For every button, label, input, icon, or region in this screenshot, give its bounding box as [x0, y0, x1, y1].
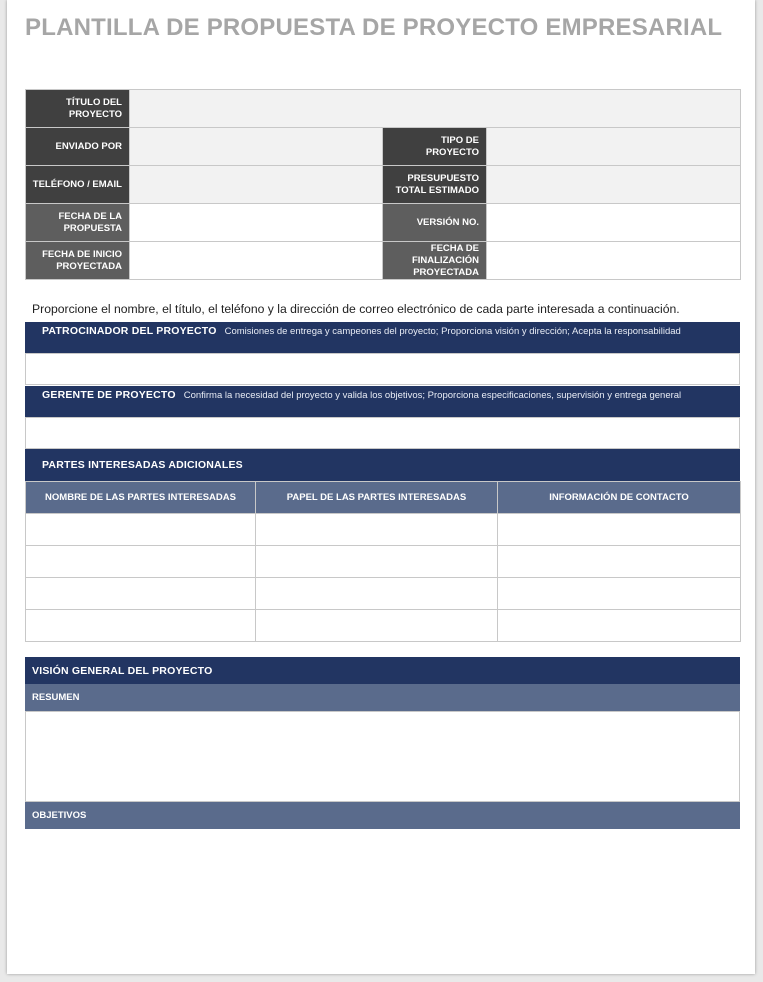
table-cell[interactable]: [26, 578, 256, 610]
manager-field[interactable]: [25, 417, 740, 449]
stakeholders-table: [25, 481, 741, 642]
version-field[interactable]: [487, 204, 741, 242]
objectives-header: [25, 802, 740, 829]
version-label: VERSIÓN NO.: [383, 204, 487, 242]
table-cell[interactable]: [256, 610, 498, 642]
column-header-role: PAPEL DE LAS PARTES INTERESADAS: [256, 482, 498, 514]
proposal-date-field[interactable]: [130, 204, 383, 242]
project-info-table: [25, 89, 741, 280]
table-row: [26, 610, 741, 642]
table-cell[interactable]: [256, 578, 498, 610]
sent-by-field[interactable]: [130, 128, 383, 166]
manager-header: [25, 386, 740, 417]
column-header-name: NOMBRE DE LAS PARTES INTERESADAS: [26, 482, 256, 514]
manager-title: GERENTE DE PROYECTO: [42, 389, 176, 401]
summary-field[interactable]: [25, 711, 740, 802]
project-title-label: TÍTULO DEL PROYECTO: [26, 90, 130, 128]
budget-field[interactable]: [487, 166, 741, 204]
sponsor-field[interactable]: [25, 353, 740, 385]
summary-header: [25, 684, 740, 711]
page-title: PLANTILLA DE PROPUESTA DE PROYECTO EMPRESARIAL: [25, 14, 723, 41]
sponsor-description: Comisiones de entrega y campeones del proyecto; Proporciona visión y dirección; Acepta la responsabilidad: [224, 326, 681, 337]
table-cell[interactable]: [26, 546, 256, 578]
end-date-label: FECHA DE FINALIZACIÓN PROYECTADA: [383, 242, 487, 280]
table-row: [26, 546, 741, 578]
instruction-text: Proporcione el nombre, el título, el teléfono y la dirección de correo electrónico de cada parte interesada a continuación.: [32, 302, 680, 316]
sent-by-label: ENVIADO POR: [26, 128, 130, 166]
table-cell[interactable]: [26, 610, 256, 642]
budget-label: PRESUPUESTO TOTAL ESTIMADO: [383, 166, 487, 204]
table-cell[interactable]: [498, 610, 741, 642]
table-cell[interactable]: [498, 578, 741, 610]
proposal-date-label: FECHA DE LA PROPUESTA: [26, 204, 130, 242]
table-row: [26, 578, 741, 610]
overview-header: [25, 657, 740, 684]
stakeholders-title: PARTES INTERESADAS ADICIONALES: [42, 459, 243, 471]
table-cell[interactable]: [256, 514, 498, 546]
end-date-field[interactable]: [487, 242, 741, 280]
table-row: [26, 514, 741, 546]
project-title-field[interactable]: [130, 90, 741, 128]
project-type-label: TIPO DE PROYECTO: [383, 128, 487, 166]
project-type-field[interactable]: [487, 128, 741, 166]
objectives-label: OBJETIVOS: [32, 810, 87, 821]
table-cell[interactable]: [26, 514, 256, 546]
table-cell[interactable]: [498, 514, 741, 546]
phone-email-field[interactable]: [130, 166, 383, 204]
overview-title: VISIÓN GENERAL DEL PROYECTO: [32, 664, 213, 677]
phone-email-label: TELÉFONO / EMAIL: [26, 166, 130, 204]
sponsor-header: [25, 322, 740, 353]
table-cell[interactable]: [498, 546, 741, 578]
column-header-contact: INFORMACIÓN DE CONTACTO: [498, 482, 741, 514]
start-date-field[interactable]: [130, 242, 383, 280]
sponsor-title: PATROCINADOR DEL PROYECTO: [42, 325, 217, 337]
summary-label: RESUMEN: [32, 692, 80, 703]
table-cell[interactable]: [256, 546, 498, 578]
manager-description: Confirma la necesidad del proyecto y valida los objetivos; Proporciona especificaciones, supervisión y entrega general: [183, 390, 682, 401]
document-page: [7, 0, 755, 974]
start-date-label: FECHA DE INICIO PROYECTADA: [26, 242, 130, 280]
stakeholders-header: [25, 449, 740, 481]
